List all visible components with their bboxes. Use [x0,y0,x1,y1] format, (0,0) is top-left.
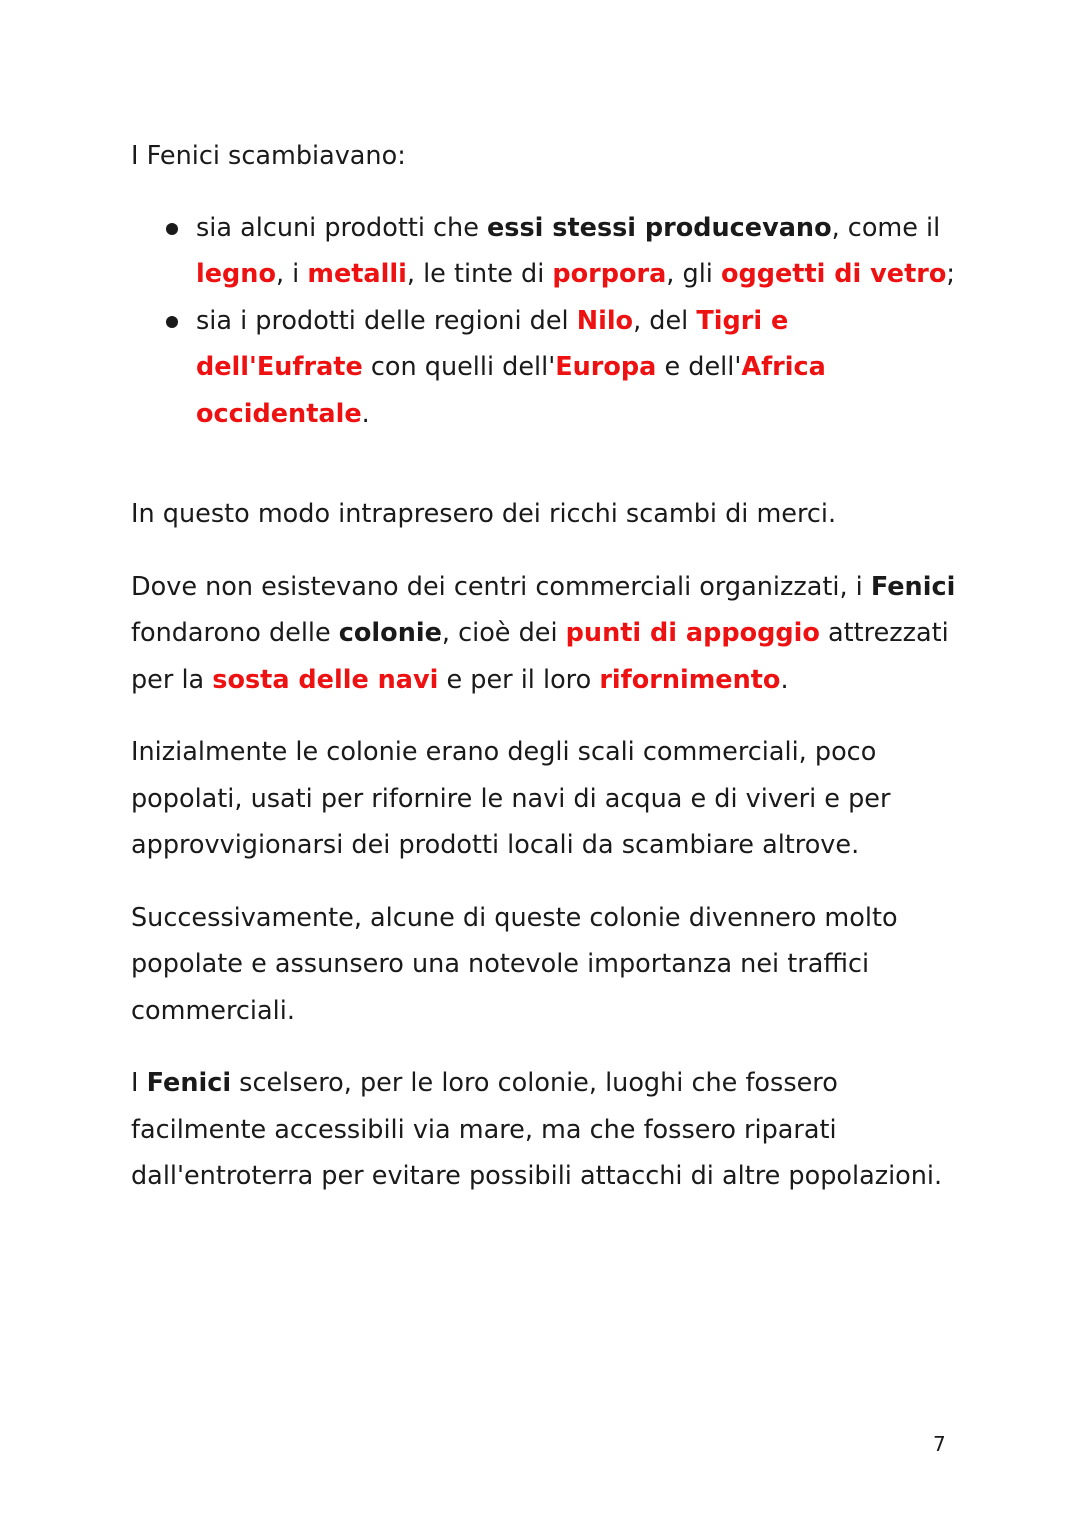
paragraph-5 [131,1060,961,1200]
highlight-term: Africa occidentale [196,352,826,429]
text-run: , del [633,305,697,336]
text-run: , cioè dei [441,618,566,648]
highlight-term: Europa [555,352,657,382]
text-run: . [780,664,789,695]
highlight-term: punti di appoggio [565,618,820,648]
bold-term: Fenici [870,571,956,602]
text-run: e dell' [656,352,742,382]
highlight-term: Tigri e dell'Eufrate [196,305,789,382]
highlight-term: legno [196,259,276,289]
text-run: , i [275,259,308,289]
page-number: 7 [933,1432,946,1456]
paragraph-1: In questo modo intrapresero dei ricchi scambi di merci. [131,499,837,529]
text-run: fondarono delle [131,618,339,648]
document-page [131,133,961,1200]
bold-term: essi stessi producevano [487,212,832,243]
text-run: sia alcuni prodotti che [196,212,488,243]
highlight-term: metalli [307,259,407,289]
intro-text: I Fenici scambiavano: [131,141,406,171]
text-run: , come il [831,212,941,243]
trade-list [131,205,961,438]
text-run: e per il loro [438,664,600,695]
text-run: ; [946,259,955,289]
text-run: attrezzati per la [131,618,949,695]
text-run: sia i prodotti delle regioni del [196,305,577,336]
highlight-term: porpora [552,259,667,289]
text-run: . [361,398,370,429]
highlight-term: oggetti di vetro [720,259,947,289]
highlight-term: sosta delle navi [212,664,439,695]
text-run: , gli [666,259,721,289]
highlight-term: Nilo [576,305,634,336]
bold-term: Fenici [146,1068,232,1098]
text-run: con quelli dell' [362,352,556,382]
text-run: Dove non esistevano dei centri commerciali organizzati, i [131,571,871,602]
paragraph-2 [131,564,961,704]
text-run: I [131,1068,147,1098]
highlight-term: rifornimento [599,664,781,695]
list-item [196,205,961,298]
bold-term: colonie [338,618,442,648]
text-run: , le tinte di [406,259,553,289]
list-item [196,298,961,438]
paragraph-4: Successivamente, alcune di queste colonie divennero molto popolate e assunsero una notevole importanza nei traffici commerciali. [131,902,898,1026]
text-run: scelsero, per le loro colonie, luoghi che fossero facilmente accessibili via mare, ma che fossero riparati dall'entroterra per evitare possibili attacchi di altre popolazioni. [131,1068,943,1191]
paragraph-3: Inizialmente le colonie erano degli scali commerciali, poco popolati, usati per rifornire le navi di acqua e di viveri e per approvvigionarsi dei prodotti locali da scambiare altrove. [131,737,891,860]
